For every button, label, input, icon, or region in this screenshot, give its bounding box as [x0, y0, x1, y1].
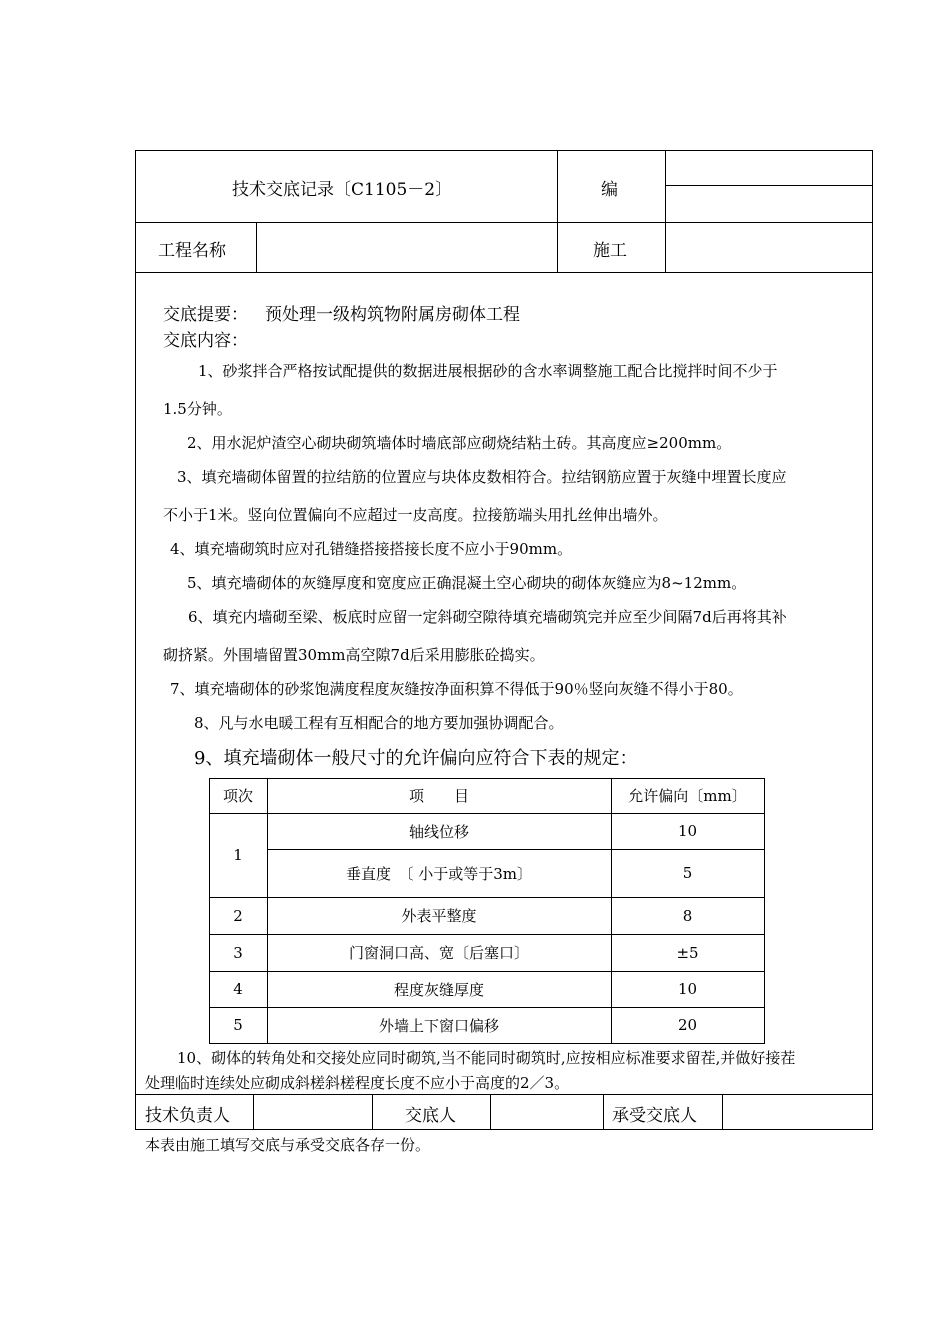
item-2: 2、用水泥炉渣空心砌块砌筑墙体时墙底部应砌烧结粘土砖。其高度应≥200mm。 [187, 434, 732, 452]
item-6-line-2: 砌挤紧。外围墙留置30mm高空隙7d后采用膨胀砼捣实。 [163, 646, 545, 664]
table-row-1a-value: 10 [677, 822, 698, 840]
table-row-3-no: 3 [233, 943, 243, 962]
project-name-label: 工程名称 [158, 241, 226, 261]
item-3-line-1: 3、填充墙砌体留置的拉结筋的位置应与块体皮数相符合。拉结钢筋应置于灰缝中埋置长度应 [177, 468, 787, 486]
item-6-line-1: 6、填充内墙砌至梁、板底时应留一定斜砌空隙待填充墙砌筑完并应至少间隔7d后再将其补 [188, 608, 787, 626]
document-title: 技术交底记录〔C1105－2〕 [232, 180, 453, 200]
table-row-5-value: 20 [677, 1016, 698, 1034]
table-header-no: 项次 [222, 787, 253, 805]
item-7: 7、填充墙砌体的砂浆饱满度程度灰缝按净面积算不得低于90％竖向灰缝不得小于80。 [170, 680, 743, 698]
item-4: 4、填充墙砌筑时应对孔错缝搭接搭接长度不应小于90mm。 [170, 540, 573, 558]
summary-value: 预处理一级构筑物附属房砌体工程 [265, 305, 520, 325]
table-row-1b-item: 垂直度 〔 小于或等于3m〕 [345, 864, 533, 883]
table-row-1a-item: 轴线位移 [408, 822, 469, 841]
table-row-1-no: 1 [233, 846, 243, 864]
table-row-3-value: ±5 [676, 943, 699, 962]
item-3-line-2: 不小于1米。竖向位置偏向不应超过一皮高度。拉接筋端头用扎丝伸出墙外。 [163, 506, 668, 524]
footnote: 本表由施工填写交底与承受交底各存一份。 [145, 1136, 431, 1154]
receiver-label: 承受交底人 [612, 1106, 697, 1126]
content-label: 交底内容： [163, 331, 248, 351]
summary-label: 交底提要： [163, 305, 248, 325]
item-10-line-1: 10、砌体的转角处和交接处应同时砌筑,当不能同时砌筑时,应按相应标准要求留茬,并做好接茬 [177, 1049, 796, 1067]
table-row-4-no: 4 [233, 980, 243, 998]
table-row-2-item: 外表平整度 [401, 907, 477, 925]
tolerance-table [209, 778, 765, 1044]
table-row-3-item: 门窗洞口高、宽〔后塞口〕 [348, 944, 529, 962]
discloser-label: 交底人 [405, 1106, 456, 1126]
table-intro: 9、填充墙砌体一般尺寸的允许偏向应符合下表的规定： [194, 748, 638, 769]
table-row-1b-value: 5 [682, 864, 693, 882]
table-row-4-value: 10 [677, 980, 698, 998]
table-header-item: 项 目 [408, 787, 469, 805]
code-label: 编 [601, 180, 618, 200]
item-1-line-2: 1.5分钟。 [163, 400, 232, 418]
item-5: 5、填充墙砌体的灰缝厚度和宽度应正确混凝土空心砌块的砌体灰缝应为8~12mm。 [187, 574, 747, 592]
table-row-4-item: 程度灰缝厚度 [393, 980, 484, 999]
table-header-tolerance: 允许偏向〔mm〕 [628, 787, 747, 805]
construction-label: 施工 [593, 241, 627, 261]
table-row-2-no: 2 [233, 906, 243, 925]
table-row-5-item: 外墙上下窗口偏移 [378, 1016, 499, 1035]
table-row-5-no: 5 [233, 1016, 243, 1034]
tech-lead-label: 技术负责人 [145, 1106, 230, 1126]
table-row-2-value: 8 [682, 906, 693, 925]
item-8: 8、凡与水电暖工程有互相配合的地方要加强协调配合。 [194, 714, 564, 732]
item-1-line-1: 1、砂浆拌合严格按试配提供的数据进展根据砂的含水率调整施工配合比搅拌时间不少于 [198, 362, 778, 380]
item-10-line-2: 处理临时连续处应砌成斜槎斜槎程度长度不应小于高度的2／3。 [145, 1074, 570, 1092]
